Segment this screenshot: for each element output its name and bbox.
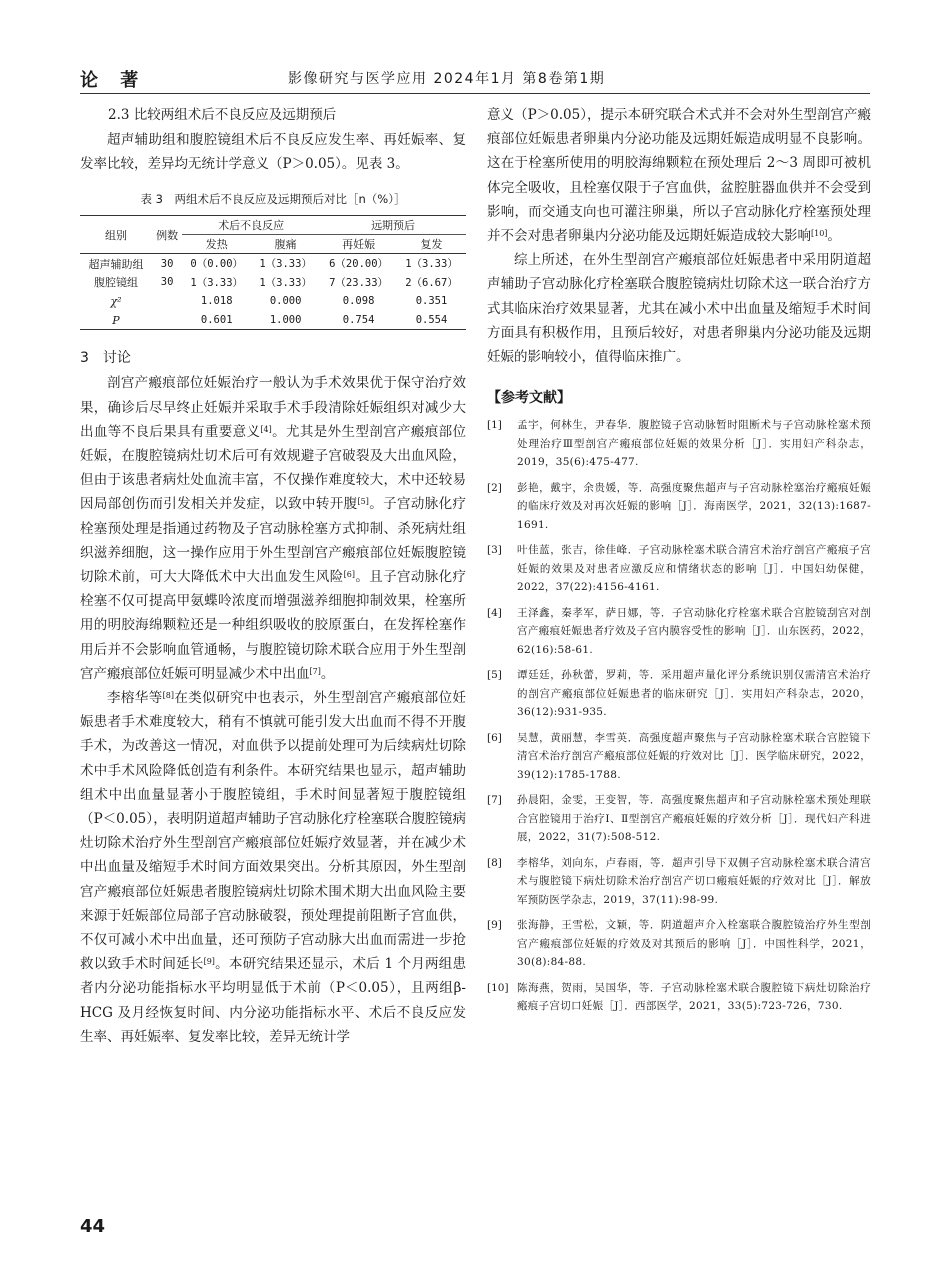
col-header: 发热: [182, 235, 251, 254]
cell: 0（0.00）: [190, 258, 244, 271]
discussion-paragraph-1: 剖宫产瘢痕部位妊娠治疗一般认为手术效果优于保守治疗效果，确诊后尽早终止妊娠并采取手术手段清除妊娠组织对减少大出血等不良后果具有重要意义[4]。尤其是外生型剖宫产瘢痕部位妊娠，在腹腔镜病灶切术后可有效规避子宫破裂及大出血风险，但由于该患者病灶处血流丰富，不仅操作难度较大，术中还较易因局部创伤而引发相关并发症，以致中转开腹[5]。子宫动脉化疗栓塞预处理是指通过药物及子宫动脉栓塞方式抑制、杀死病灶组织滋养细胞，这一操作应用于外生型剖宫产瘢痕部位妊娠腹腔镜切除术前，可大大降低术中大出血发生风险[6]。且子宫动脉化疗栓塞不仅可提高甲氨蝶呤浓度而增强滋养细胞抑制效果，栓塞所用的明胶海绵颗粒还是一种组织吸收的胶原蛋白，在发挥栓塞作用后并不会影响血管通畅，与腹腔镜切除术联合应用于外生型剖宫产瘢痕部位妊娠可明显减少术中出血[7]。: [80, 375, 467, 682]
table-row: [80, 292, 466, 311]
continued-paragraph: 意义（P＞0.05），提示本研究联合术式并不会对外生型剖宫产瘢痕部位妊娠患者卵巢内分泌功能及远期妊娠造成明显不良影响。这在于栓塞所使用的明胶海绵颗粒在预处理后 2～3 周即可被机体完全吸收，且栓塞仅限于子宫血供，盆腔脏器血供并不会受到影响，而交通支向也可灌注卵巢，所以子宫动脉化疗栓塞预处理并不会对患者卵巢内分泌功能及远期妊娠造成较大影响[10]。: [487, 107, 871, 245]
left-column: [80, 103, 466, 1049]
references-heading: 【参考文献】: [487, 390, 571, 407]
citation[interactable]: [8]: [162, 691, 174, 701]
row-label: P: [80, 311, 152, 330]
subsection-paragraph: 超声辅助组和腹腔镜组术后不良反应发生率、再妊娠率、复发率比较，差异均无统计学意义（P＞0.05）。见表 3。: [80, 132, 466, 173]
cell: 0.351: [415, 295, 448, 308]
col-group-prognosis: 远期预后: [320, 216, 466, 235]
reference-item: [6] 吴慧，黄丽慧，李雪英．高强度超声聚焦与子宫动脉栓塞术联合宫腔镜下清宫术治疗剖宫产瘢痕部位妊娠的疗效对比［J］．医学临床研究，2022，39(12):1785-1788.: [487, 731, 871, 781]
cell: 1.000: [251, 311, 320, 330]
cell: 7（23.33）: [329, 276, 389, 289]
citation[interactable]: [6]: [343, 570, 355, 580]
cell: 0.000: [269, 295, 302, 308]
discussion-paragraph-2: 李榕华等[8]在类似研究中也表示，外生型剖宫产瘢痕部位妊娠患者手术难度较大，稍有不慎就可能引发大出血而不得不开腹手术，为改善这一情况，对血供予以提前处理可为后续病灶切除术中手术风险降低创造有利条件。本研究结果也显示，超声辅助组术中出血量显著小于腹腔镜组，手术时间显著短于腹腔镜组（P＜0.05），表明阴道超声辅助子宫动脉化疗栓塞联合腹腔镜病灶切除术治疗外生型剖宫产瘢痕部位妊娠疗效显著，并在减少术中出血量及缩短手术时间方面效果突出。分析其原因，外生型剖宫产瘢痕部位妊娠患者腹腔镜病灶切除术围术期大出血风险主要来源于妊娠部位局部子宫动脉破裂，预处理提前阻断子宫血供，不仅可减小术中出血量，还可预防子宫动脉大出血而需进一步抢救以致手术时间延长[9]。本研究结果还显示，术后 1 个月两组患者内分泌功能指标水平均明显低于术前（P＜0.05），且两组β-HCG 及月经恢复时间、内分泌功能指标水平、术后不良反应发生率、再妊娠率、复发率比较，差异无统计学: [80, 690, 467, 1045]
page-number: 44: [80, 1216, 106, 1237]
reference-item: [10] 陈海燕，贺雨，吴国华，等．子宫动脉栓塞术联合腹腔镜下病灶切除治疗瘢痕子宫切口妊娠［J］．西部医学，2021，33(5):723-726，730.: [487, 981, 871, 1013]
col-header-cases: 例数: [152, 216, 182, 254]
col-header: 再妊娠: [320, 235, 397, 254]
table-caption: 表 3 两组术后不良反应及远期预后对比［n（%）］: [140, 192, 406, 207]
cell: 1（3.33）: [259, 258, 312, 271]
cell: 0.754: [320, 311, 397, 330]
table-row: [80, 311, 466, 330]
right-column: [487, 103, 871, 1016]
cell: [152, 292, 182, 311]
cell: 0.554: [397, 311, 466, 330]
reference-item: [7] 孙晨阳，金雯，王变智，等．高强度聚焦超声和子宫动脉栓塞术预处理联合宫腔镜用于治疗Ⅰ、Ⅱ型剖宫产瘢痕妊娠的疗效分析［J］．现代妇产科进展，2022，31(7):508-512.: [487, 794, 871, 844]
cell: 1（3.33）: [405, 258, 458, 271]
table-row: [80, 273, 466, 292]
discussion-heading: 3 讨论: [80, 350, 131, 367]
cell: 1（3.33）: [259, 276, 312, 289]
citation[interactable]: [7]: [309, 666, 321, 676]
cell: 0.098: [342, 295, 375, 308]
reference-item: [2] 彭艳，戴宇，余贵媛，等．高强度聚焦超声与子宫动脉栓塞治疗瘢痕妊娠的临床疗效及对再次妊娠的影响［J］．海南医学，2021，32(13):1687-1691.: [487, 481, 871, 531]
cell: 30: [160, 276, 174, 289]
row-label: χ²: [110, 294, 122, 308]
col-header-group: 组别: [80, 216, 152, 254]
col-header: 复发: [397, 235, 466, 254]
col-group-adverse: 术后不良反应: [182, 216, 320, 235]
citation[interactable]: [5]: [357, 497, 369, 507]
reference-item: [8] 李榕华，刘向东，卢春雨，等．超声引导下双侧子宫动脉栓塞术联合清宫术与腹腔镜下病灶切除术治疗剖宫产切口瘢痕妊娠的疗效对比［J］．解放军预防医学杂志，2019，37(11):98-99.: [487, 856, 871, 906]
cell: [152, 311, 182, 330]
row-label: 腹腔镜组: [93, 276, 138, 290]
citation[interactable]: [9]: [203, 957, 215, 967]
cell: 6（20.00）: [329, 258, 389, 271]
section-label: 论 著: [80, 70, 147, 91]
reference-item: [5] 谭廷廷，孙秋蕾，罗莉，等．采用超声量化评分系统识别仅需清宫术治疗的剖宫产瘢痕部位妊娠患者的临床研究［J］．实用妇产科杂志，2020，36(12):931-935.: [487, 669, 871, 719]
cell: 1.018: [200, 295, 233, 308]
row-label: 超声辅助组: [88, 257, 144, 271]
reference-item: [3] 叶佳蓝，张吉，徐佳峰．子宫动脉栓塞术联合清宫术治疗剖宫产瘢痕子宫妊娠的效果及对患者应激反应和情绪状态的影响［J］．中国妇幼保健，2022，37(22):4156-4161.: [487, 544, 871, 594]
references-list: [487, 416, 871, 1016]
citation[interactable]: [4]: [260, 424, 272, 434]
conclusion-paragraph: 综上所述，在外生型剖宫产瘢痕部位妊娠患者中采用阴道超声辅助子宫动脉化疗栓塞联合腹腔镜病灶切除术这一联合治疗方式其临床治疗效果显著，尤其在减小术中出血量及缩短手术时间方面具有积极作用，且预后较好，对患者卵巢内分泌功能及远期妊娠的影响较小，值得临床推广。: [487, 252, 871, 366]
reference-item: [1] 孟宇，何林生，尹春华．腹腔镜子宫动脉暂时阻断术与子宫动脉栓塞术预处理治疗Ⅲ型剖宫产瘢痕部位妊娠的效果分析［J］．实用妇产科杂志，2019，35(6):475-477.: [487, 419, 871, 469]
cell: 30: [160, 257, 174, 270]
journal-info: 影像研究与医学应用 2024年1月 第8卷第1期: [288, 71, 606, 87]
col-header: 腹痛: [251, 235, 320, 254]
table-row: [80, 254, 466, 273]
citation[interactable]: [10]: [811, 229, 828, 239]
cell: 1（3.33）: [190, 276, 244, 289]
results-table: [80, 215, 466, 330]
running-header: [80, 66, 870, 92]
subsection-heading: 2.3 比较两组术后不良反应及远期预后: [108, 107, 337, 123]
header-rule: [80, 93, 870, 94]
reference-item: [4] 王泽鑫，秦孝军，萨日娜，等．子宫动脉化疗栓塞术联合宫腔镜刮宫对剖宫产瘢痕妊娠患者疗效及子宫内膜容受性的影响［J］．山东医药，2022，62(16):58-61.: [487, 606, 871, 656]
cell: 0.601: [182, 311, 251, 330]
reference-item: [9] 张海静，王雪松，文颖，等．阴道超声介入栓塞联合腹腔镜治疗外生型剖宫产瘢痕部位妊娠的疗效及对其预后的影响［J］．中国性科学，2021，30(8):84-88.: [487, 919, 871, 969]
cell: 2（6.67）: [405, 276, 458, 289]
